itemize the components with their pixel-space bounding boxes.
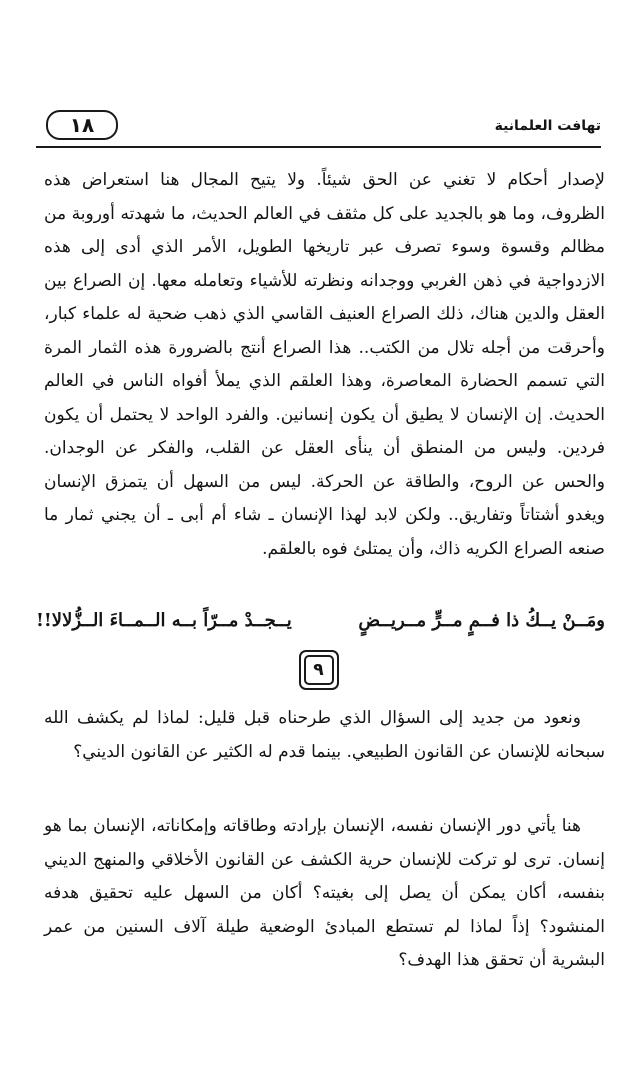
section-number-inner-frame <box>304 655 334 685</box>
paragraph-1 <box>44 164 605 566</box>
page-header <box>36 104 601 148</box>
verse-second-hemistich: يــجــدْ مــرّاً بــه الــمــاءَ الــزُّلالا!! <box>36 610 292 631</box>
section-number: ٩ <box>313 659 324 680</box>
poetry-verse <box>36 604 605 638</box>
paragraph-2 <box>44 702 605 769</box>
verse-first-hemistich: ومَــنْ يــكُ ذا فــمٍ مــرٍّ مــريــضٍ <box>358 610 605 631</box>
page-number: ١٨ <box>69 113 95 137</box>
paragraph-1-text: لإصدار أحكام لا تغني عن الحق شيئاً. ولا يتيح المجال هنا استعراض هذه الظروف، وما هو بالجديد على كل مثقف في العالم الحديث، ما شهدته أوروبة من مظالم وقسوة وسوء تصرف عبر تاريخها الطويل، الأمر الذي أدى إلى هذه الازدواجية في ذهن الغربي ووجدانه ونظرته للأشياء وتعامله معها. إن الصراع بين العقل والدين هناك، ذلك الصراع العنيف القاسي الذي ذهب ضحية له علماء كبار، وأحرقت من أجله تلال من الكتب.. هذا الصراع أنتج بالضرورة هذه الثمار المرة التي تسمم الحضارة المعاصرة، وهذا العلقم الذي يملأ أفواه الناس في العالم الحديث. إن الإنسان لا يطيق أن يكون إنسانين. والفرد الواحد لا يحتمل أن يكون فردين. وليس من المنطق أن ينأى العقل عن القلب، والفكر عن الوجدان. والحس عن الروح، والطاقة عن الحركة. ليس من السهل أن يتمزق الإنسان ويغدو أشتاتاً وتفاريق.. ولكن لابد لهذا الإنسان ـ شاء أم أبى ـ أن يجني ثمار ما صنعه الصراع الكريه ذاك، وأن يمتلئ فوه بالعلقم. <box>44 170 605 559</box>
page-number-frame <box>46 110 118 140</box>
header-rule <box>36 146 601 148</box>
paragraph-2-text: ونعود من جديد إلى السؤال الذي طرحناه قبل قليل: لماذا لم يكشف الله سبحانه للإنسان عن القانون الطبيعي. بينما قدم له الكثير عن القانون الديني؟ <box>44 708 605 762</box>
running-title: تهافت العلمانية <box>494 118 601 134</box>
paragraph-3-text: هنا يأتي دور الإنسان نفسه، الإنسان بإرادته وطاقاته وإمكاناته، الإنسان بما هو إنسان. ترى لو تركت للإنسان حرية الكشف عن القانون الأخلاقي والمنهج الديني بنفسه، أكان يمكن أن يصل إلى بغيته؟ أكان من السهل عليه تحقيق هدفه المنشود؟ إذاً لماذا لم تستطع المبادئ الوضعية طيلة آلاف السنين من عمر البشرية أن تحقق هذا الهدف؟ <box>44 816 605 970</box>
paragraph-3 <box>44 810 605 978</box>
section-number-frame <box>299 650 339 690</box>
